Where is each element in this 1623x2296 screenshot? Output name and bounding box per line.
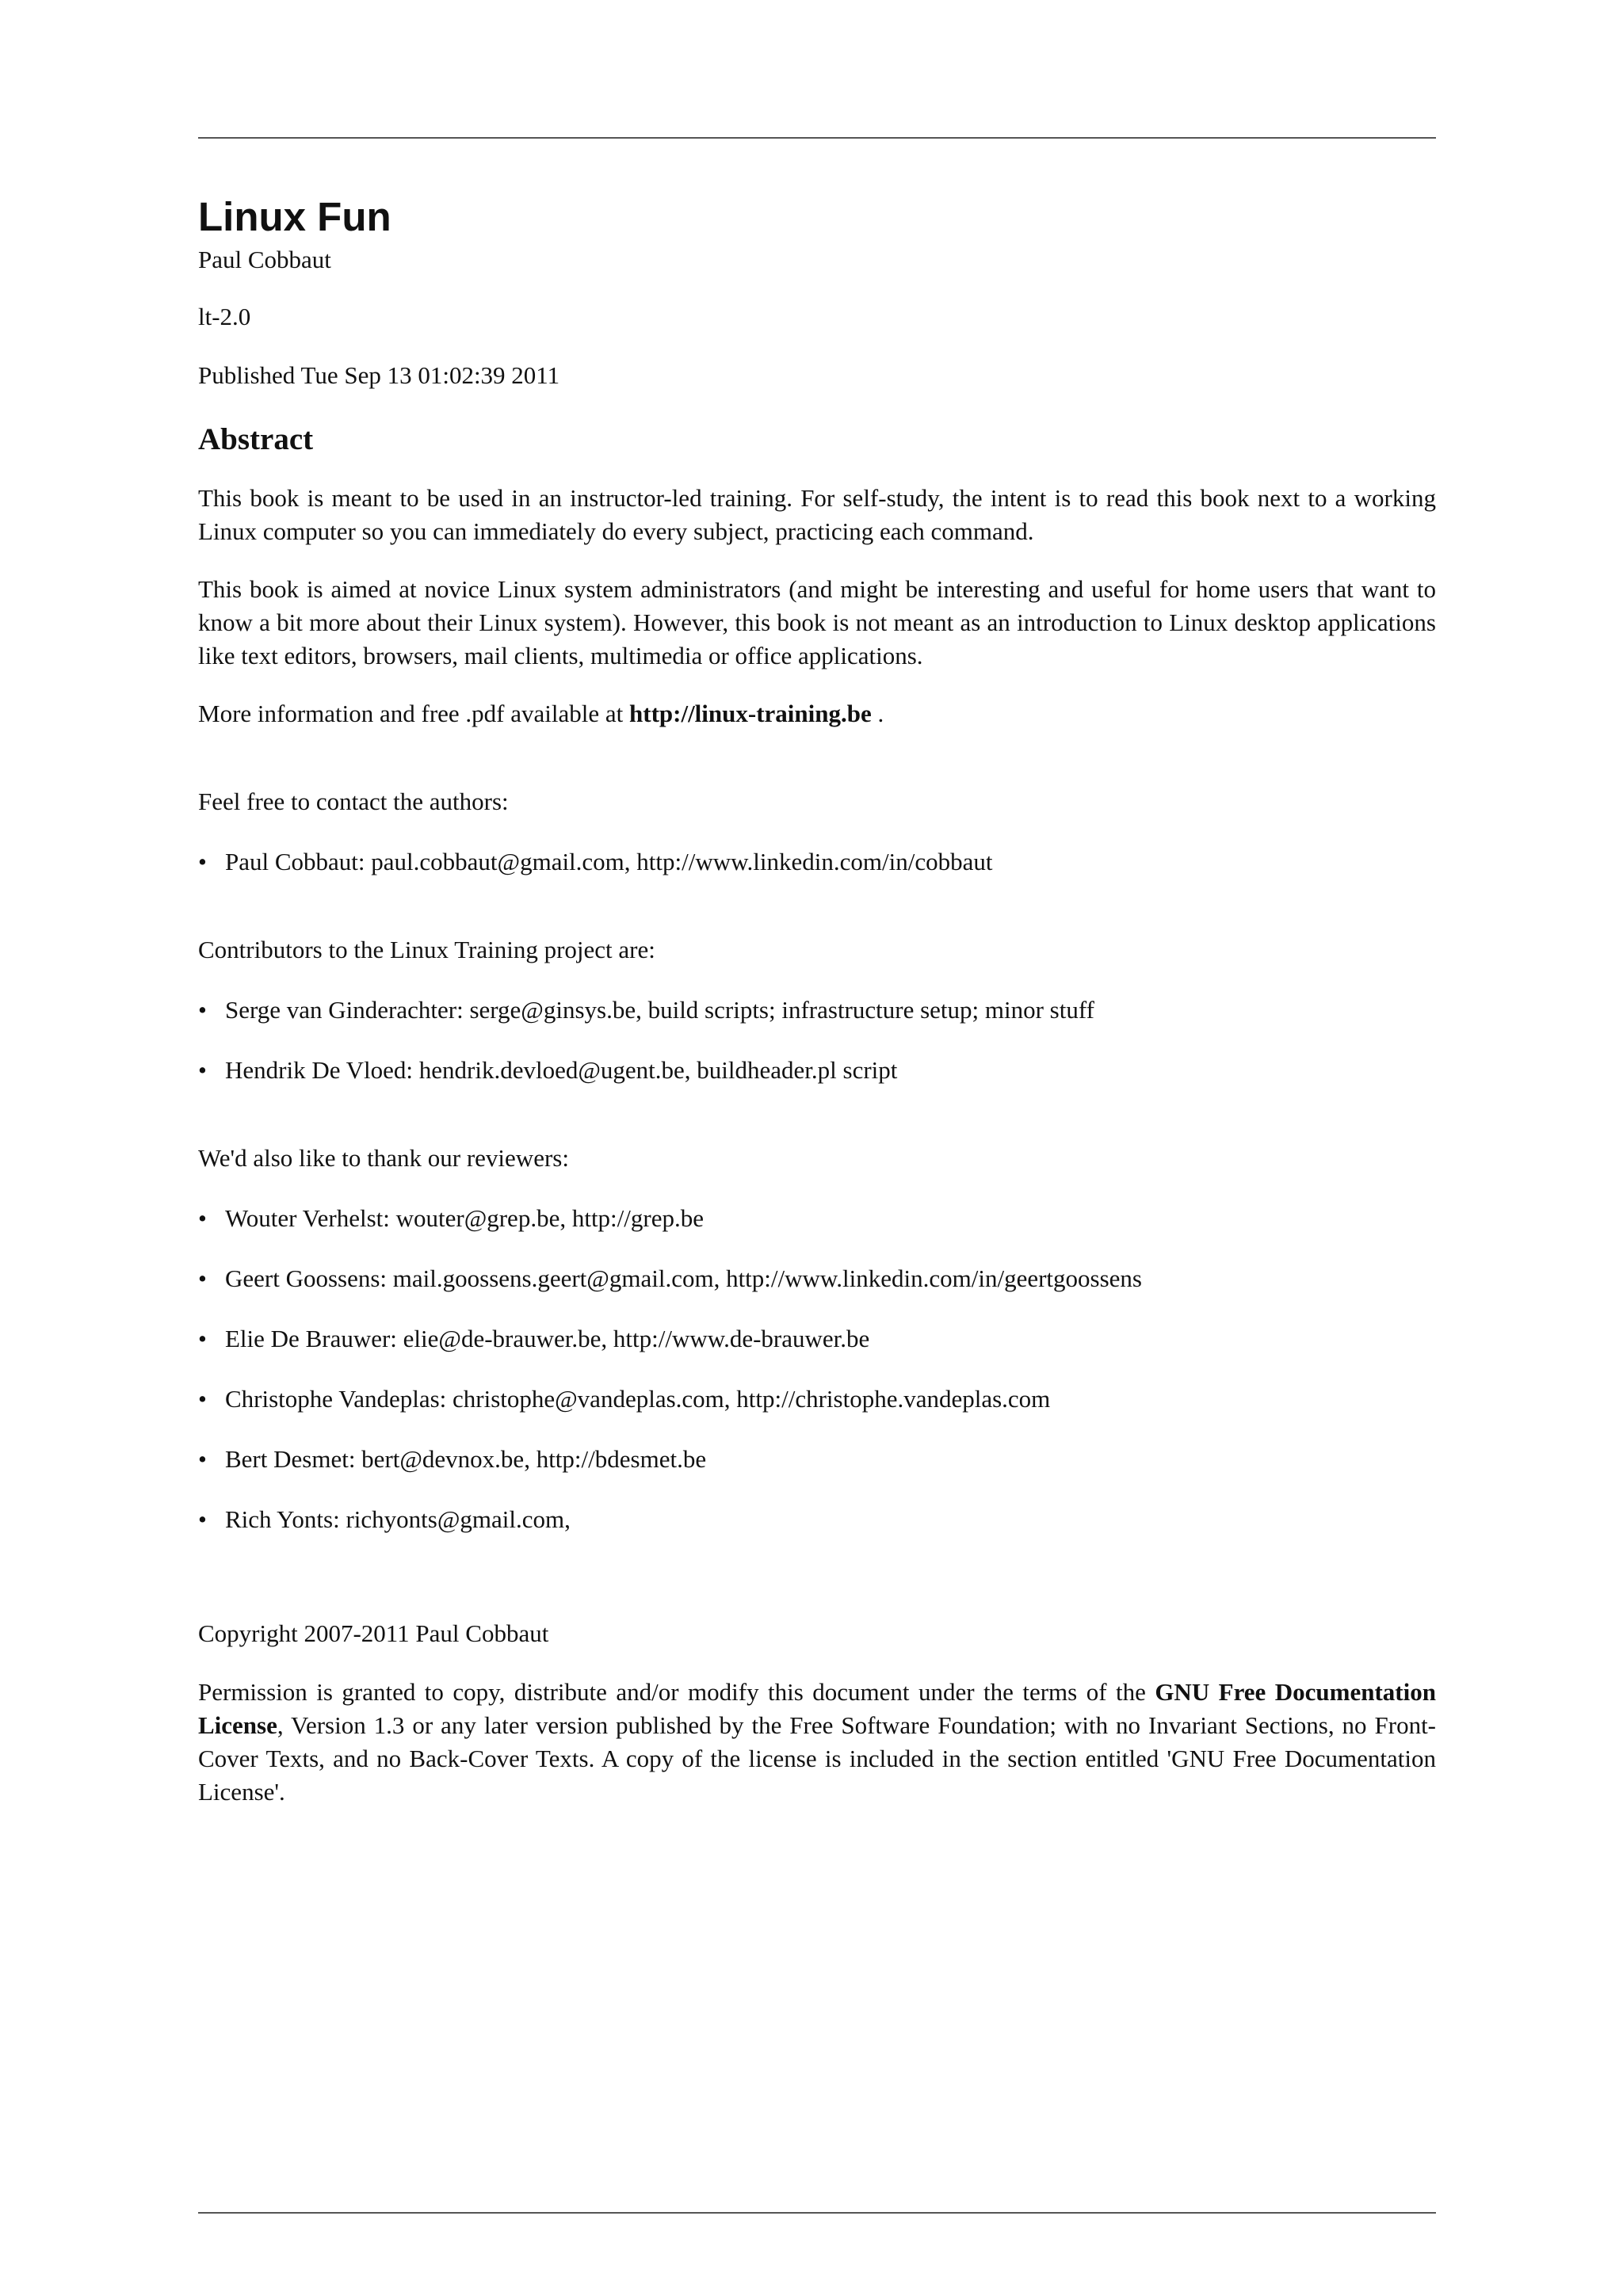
list-item bbox=[198, 845, 1436, 879]
reviewers-intro: We'd also like to thank our reviewers: bbox=[198, 1144, 569, 1172]
bullet-icon: • bbox=[198, 1445, 207, 1473]
list-item bbox=[198, 1054, 1436, 1087]
authors-list bbox=[198, 845, 1436, 879]
footer-rule bbox=[198, 2212, 1436, 2214]
list-item bbox=[198, 1262, 1436, 1295]
license-permission bbox=[198, 1676, 1436, 1809]
reviewers-list bbox=[198, 1202, 1436, 1536]
abstract-paragraph-3 bbox=[198, 697, 1436, 730]
bullet-icon: • bbox=[198, 1204, 207, 1232]
bullet-icon: • bbox=[198, 1505, 207, 1533]
permission-text-rest: , Version 1.3 or any later version published by the Free Software Foundation; with no Invariant Sections, no Front-Cover Texts, and no Back-Cover Texts. A copy of the license is included in the section entitled 'GNU Free Documentation License'. bbox=[198, 1711, 1436, 1806]
bullet-icon: • bbox=[198, 1264, 207, 1292]
header-rule bbox=[198, 137, 1436, 139]
list-item bbox=[198, 1443, 1436, 1476]
list-item-text: Elie De Brauwer: elie@de-brauwer.be, http://www.de-brauwer.be bbox=[225, 1325, 870, 1352]
document-page bbox=[198, 0, 1436, 2296]
authors-intro: Feel free to contact the authors: bbox=[198, 788, 509, 815]
bullet-icon: • bbox=[198, 848, 207, 875]
contributors-list bbox=[198, 994, 1436, 1087]
list-item-text: Wouter Verhelst: wouter@grep.be, http://grep.be bbox=[225, 1204, 704, 1232]
bullet-icon: • bbox=[198, 1325, 207, 1352]
abstract-paragraph-1: This book is meant to be used in an instructor-led training. For self-study, the intent is to read this book next to a working Linux computer so you can immediately do every subject, practicing each command. bbox=[198, 484, 1436, 545]
list-item-text: Bert Desmet: bert@devnox.be, http://bdesmet.be bbox=[225, 1445, 707, 1473]
list-item-text: Geert Goossens: mail.goossens.geert@gmail.com, http://www.linkedin.com/in/geertgoossens bbox=[225, 1264, 1142, 1292]
list-item-text: Paul Cobbaut: paul.cobbaut@gmail.com, http://www.linkedin.com/in/cobbaut bbox=[225, 848, 993, 875]
bullet-icon: • bbox=[198, 1056, 207, 1084]
document-title: Linux Fun bbox=[198, 194, 391, 239]
list-item-text: Serge van Ginderachter: serge@ginsys.be, build scripts; infrastructure setup; minor stuff bbox=[225, 996, 1094, 1024]
bullet-icon: • bbox=[198, 1385, 207, 1413]
list-item-text: Christophe Vandeplas: christophe@vandeplas.com, http://christophe.vandeplas.com bbox=[225, 1385, 1051, 1413]
list-item bbox=[198, 1503, 1436, 1536]
copyright-notice: Copyright 2007-2011 Paul Cobbaut bbox=[198, 1619, 549, 1647]
abstract-heading: Abstract bbox=[198, 422, 314, 456]
list-item bbox=[198, 1322, 1436, 1356]
author-name: Paul Cobbaut bbox=[198, 246, 331, 273]
publication-date: Published Tue Sep 13 01:02:39 2011 bbox=[198, 361, 560, 389]
list-item-text: Rich Yonts: richyonts@gmail.com, bbox=[225, 1505, 571, 1533]
website-link[interactable]: http://linux-training.be bbox=[629, 700, 872, 727]
license-name: GNU Free Documentation License bbox=[198, 1678, 1436, 1739]
list-item bbox=[198, 994, 1436, 1027]
document-content bbox=[198, 193, 1436, 1809]
more-info-suffix: . bbox=[871, 700, 884, 727]
list-item bbox=[198, 1202, 1436, 1235]
permission-text: Permission is granted to copy, distribute and/or modify this document under the terms of the bbox=[198, 1678, 1155, 1706]
list-item bbox=[198, 1383, 1436, 1416]
list-item-text: Hendrik De Vloed: hendrik.devloed@ugent.be, buildheader.pl script bbox=[225, 1056, 898, 1084]
more-info-text: More information and free .pdf available at bbox=[198, 700, 629, 727]
release-info: lt-2.0 bbox=[198, 303, 251, 330]
bullet-icon: • bbox=[198, 996, 207, 1024]
contributors-intro: Contributors to the Linux Training project are: bbox=[198, 936, 655, 963]
abstract-paragraph-2: This book is aimed at novice Linux system administrators (and might be interesting and useful for home users that want to know a bit more about their Linux system). However, this book is not meant as an introduction to Linux desktop applications like text editors, browsers, mail clients, multimedia or office applications. bbox=[198, 575, 1436, 669]
